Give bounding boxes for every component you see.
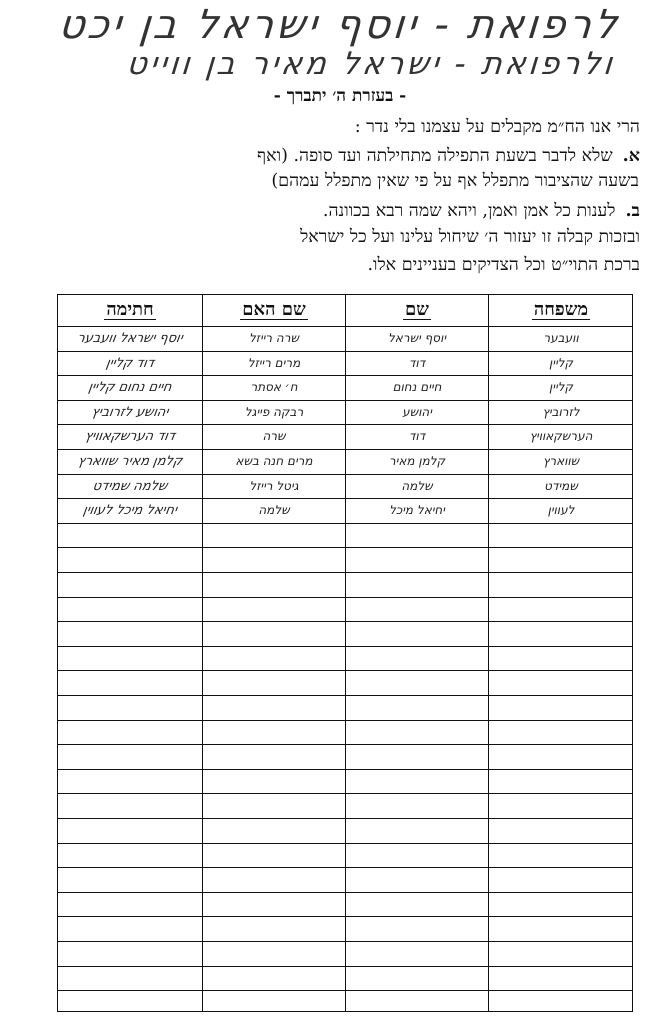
pledge-item-a-continued: בשעה שהציבור מתפלל אף על פי שאין מתפלל עמהם) xyxy=(271,171,639,191)
row-divider xyxy=(58,326,632,327)
row-divider xyxy=(58,941,632,942)
column-divider xyxy=(488,295,489,1011)
row-divider xyxy=(58,424,632,425)
healing-dedication-line-1: לרפואת - יוסף ישראל בן יכט xyxy=(56,2,623,48)
cell-name: דוד xyxy=(408,355,426,370)
cell-mother-name: שרה xyxy=(262,429,286,444)
cell-signature: חיים נחום קליין xyxy=(87,380,173,396)
column-divider xyxy=(345,295,346,1011)
cell-name: יחיאל מיכל xyxy=(389,503,445,518)
cell-family: הערשקאוויץ xyxy=(529,429,593,444)
column-header-family: משפחה xyxy=(533,299,589,320)
cell-mother-name: שרה רייזל xyxy=(248,331,300,345)
column-header-name: שם xyxy=(405,299,429,320)
cell-family: לזרוביץ xyxy=(542,404,580,419)
pledge-item-a-label: א. xyxy=(622,146,640,166)
cell-name: חיים נחום xyxy=(392,380,442,395)
cell-mother-name: גיטל רייזל xyxy=(249,478,299,493)
cell-signature: דוד הערשקאוויץ xyxy=(83,429,177,445)
row-divider xyxy=(58,572,632,573)
cell-mother-name: שלמה xyxy=(258,503,290,518)
column-divider xyxy=(202,295,203,1011)
cell-family: קליין xyxy=(549,380,573,395)
healing-dedication-line-2: ולרפואת - ישראל מאיר בן ווייט xyxy=(125,46,617,82)
cell-signature: שלמה שמידט xyxy=(91,478,169,494)
row-divider xyxy=(58,351,632,352)
signature-table xyxy=(57,294,633,1012)
cell-family: שמידט xyxy=(544,478,578,493)
cell-signature: יוסף ישראל וועבער xyxy=(76,331,184,346)
cell-signature: דוד קליין xyxy=(104,355,156,371)
row-divider xyxy=(58,400,632,401)
cell-name: יוסף ישראל xyxy=(387,331,447,345)
row-divider xyxy=(58,769,632,770)
row-divider xyxy=(58,621,632,622)
row-divider xyxy=(58,597,632,598)
cell-name: יהושע xyxy=(402,404,432,419)
cell-signature: יהושע לזרוביץ xyxy=(90,404,170,420)
row-divider xyxy=(58,966,632,967)
row-divider xyxy=(58,646,632,647)
row-divider xyxy=(58,375,632,376)
pledge-closing-1: ובזכות קבלה זו יעזור ה׳ שיחול עלינו ועל כל ישראל xyxy=(300,227,640,247)
row-divider xyxy=(58,818,632,819)
cell-family: שווארץ xyxy=(542,454,580,468)
row-divider xyxy=(58,449,632,450)
row-divider xyxy=(58,523,632,524)
row-divider xyxy=(58,916,632,917)
column-header-mother-name: שם האם xyxy=(242,299,306,320)
row-divider xyxy=(58,720,632,721)
cell-family: לעווין xyxy=(547,503,575,518)
row-divider xyxy=(58,990,632,991)
cell-mother-name: רבקה פייגל xyxy=(244,404,304,419)
pledge-intro: הרי אנו הח״מ מקבלים על עצמנו בלי נדר : xyxy=(354,117,640,137)
pledge-closing-2: ברכת התוי״ט וכל הצדיקים בעניינים אלו. xyxy=(367,255,640,275)
cell-family: קליין xyxy=(549,355,573,370)
pledge-item-b-text: לענות כל אמן ואמן, ויהא שמה רבא בכוונה. xyxy=(322,201,616,221)
cell-mother-name: מרים חנה בשא xyxy=(235,454,313,468)
pledge-item-a-text: שלא לדבר בשעת התפילה מתחילתה ועד סופה. (ואף xyxy=(257,146,613,166)
row-divider xyxy=(58,547,632,548)
row-divider xyxy=(58,793,632,794)
cell-signature: קלמן מאיר שווארץ xyxy=(76,454,184,469)
row-divider xyxy=(58,892,632,893)
cell-name: דוד xyxy=(408,429,426,444)
row-divider xyxy=(58,670,632,671)
cell-family: וועבער xyxy=(543,331,579,345)
cell-name: שלמה xyxy=(401,478,433,493)
pledge-item-b xyxy=(323,200,640,221)
cell-mother-name: מרים רייזל xyxy=(247,355,301,370)
cell-name: קלמן מאיר xyxy=(388,454,446,468)
row-divider xyxy=(58,867,632,868)
cell-mother-name: ח׳ אסתר xyxy=(250,380,298,395)
row-divider xyxy=(58,744,632,745)
cell-signature: יחיאל מיכל לעווין xyxy=(81,503,179,519)
row-divider xyxy=(58,498,632,499)
row-divider xyxy=(58,695,632,696)
row-divider xyxy=(58,474,632,475)
row-divider xyxy=(58,843,632,844)
pledge-item-b-label: ב. xyxy=(625,201,640,221)
blessing-heading: - בעזרת ה׳ יתברך - xyxy=(273,86,407,106)
column-header-signature: חתימה xyxy=(106,299,154,320)
pledge-item-a xyxy=(257,145,640,166)
